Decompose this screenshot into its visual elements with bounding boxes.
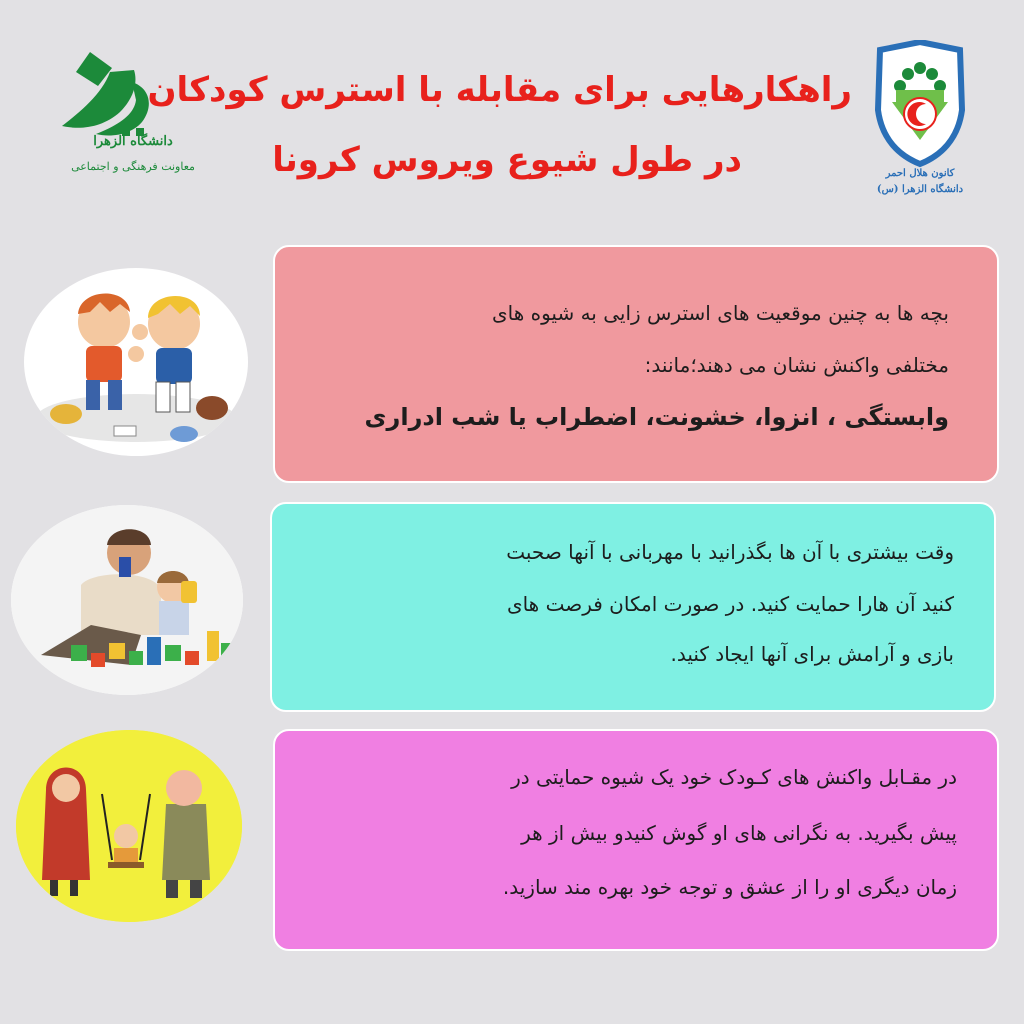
card1-line2: مختلفی واکنش نشان می دهند؛مانند: — [644, 353, 949, 377]
tip-card-spend-time — [270, 502, 996, 712]
page-title-line1: راهکارهایی برای مقابله با استرس کودکان — [147, 70, 852, 110]
tip-card-reactions — [273, 245, 999, 483]
card1-line3: وابستگی ، انزوا، خشونت، اضطراب یا شب ادراری — [364, 403, 949, 431]
parents-swing-image — [16, 730, 242, 922]
red-crescent-logo-line2: دانشگاه الزهرا (س) — [876, 184, 964, 195]
card3-line1: در مقـابل واکنش های کـودک خود یک شیوه حمایتی در — [511, 765, 957, 789]
alzahra-university-logo — [50, 42, 210, 192]
card3-line3: زمان دیگری او را از عشق و توجه خود بهره مند سازید. — [502, 875, 957, 899]
card1-line1: بچه ها به چنین موقعیت های استرس زایی به شیوه های — [491, 301, 949, 325]
card2-line3: بازی و آرامش برای آنها ایجاد کنید. — [670, 642, 954, 666]
fighting-kids-illustration — [24, 268, 248, 456]
father-child-image — [11, 505, 243, 695]
card3-line2: پیش بگیرید. به نگرانی های او گوش کنیدو بیش از هر — [521, 821, 957, 845]
children-fighting-image — [24, 268, 248, 456]
card2-line1: وقت بیشتری با آن ها بگذرانید با مهربانی با آنها صحبت — [506, 540, 954, 564]
card2-line2: کنید آن هارا حمایت کنید. در صورت امکان فرصت های — [506, 592, 954, 616]
parents-swing-illustration — [16, 730, 242, 922]
red-crescent-logo — [870, 40, 970, 200]
alzahra-logo-line2: معاونت فرهنگی و اجتماعی — [71, 160, 195, 173]
red-crescent-logo-line1: کانون هلال احمر — [885, 168, 955, 179]
page-title-line2: در طول شیوع ویروس کرونا — [272, 140, 742, 180]
red-crescent-logo-mark — [870, 40, 970, 170]
father-child-photo — [11, 505, 243, 695]
alzahra-logo-line1: دانشگاه الزهرا — [93, 134, 173, 149]
tip-card-support — [273, 729, 999, 951]
